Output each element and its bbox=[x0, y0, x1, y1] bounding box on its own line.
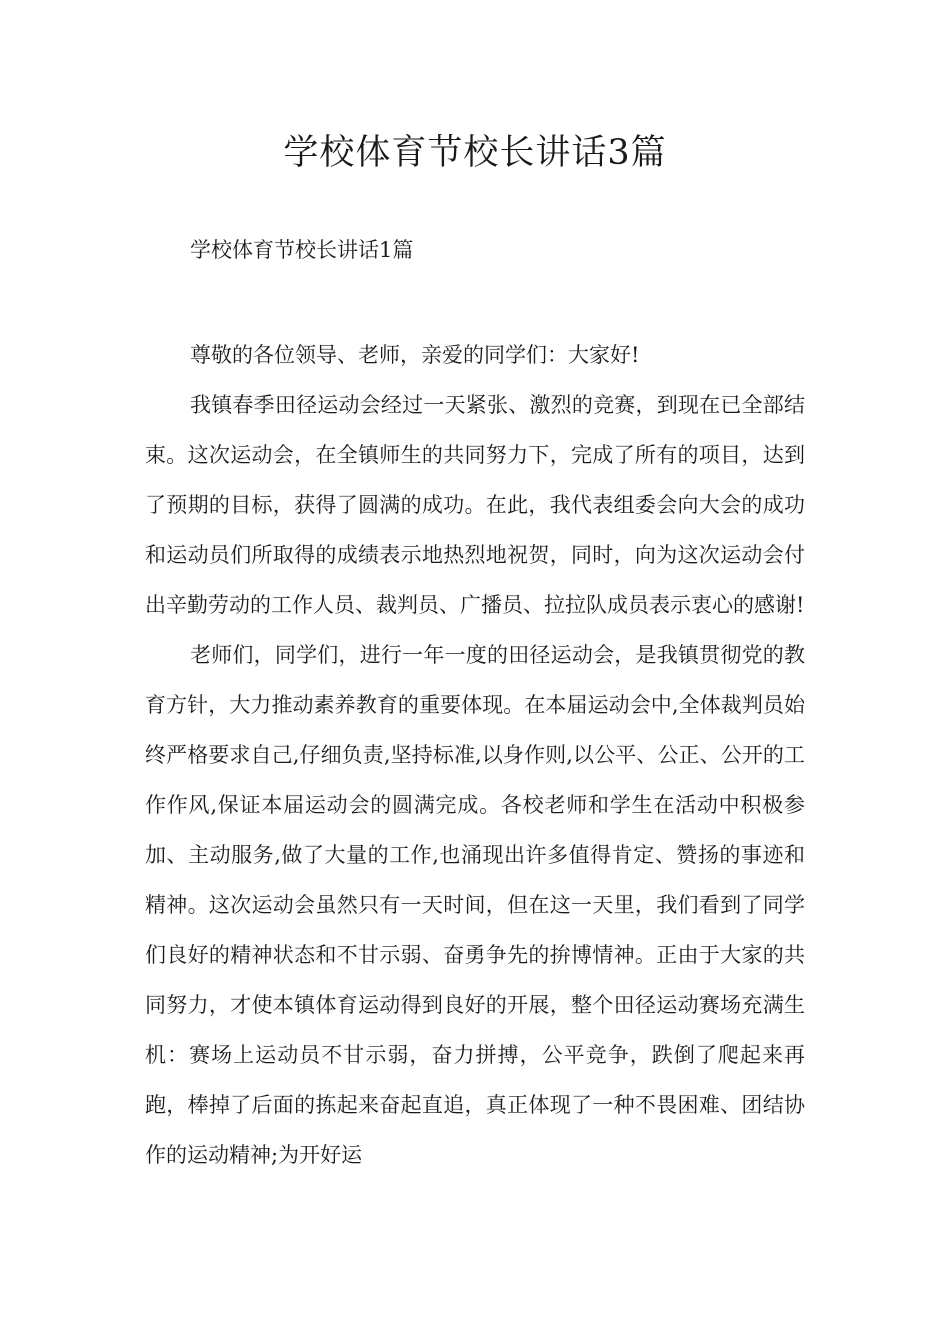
paragraph-2: 老师们，同学们，进行一年一度的田径运动会，是我镇贯彻党的教育方针，大力推动素养教育的重要体现。在本届运动会中,全体裁判员始终严格要求自己,仔细负责,坚持标准,以身作则,以公平、公正、公开的工作作风,保证本届运动会的圆满完成。各校老师和学生在活动中积极参加、主动服务,做了大量的工作,也涌现出许多值得肯定、赞扬的事迹和精神。这次运动会虽然只有一天时间，但在这一天里，我们看到了同学们良好的精神状态和不甘示弱、奋勇争先的拚博情神。正由于大家的共同努力，才使本镇体育运动得到良好的开展，整个田径运动赛场充满生机：赛场上运动员不甘示弱，奋力拼搏，公平竞争，跌倒了爬起来再跑，棒掉了后面的拣起来奋起直追，真正体现了一种不畏困难、团结协作的运动精神;为开好运 bbox=[145, 643, 805, 1167]
document-body bbox=[145, 330, 805, 1180]
paragraph-1: 我镇春季田径运动会经过一天紧张、激烈的竞赛，到现在已全部结束。这次运动会，在全镇师生的共同努力下，完成了所有的项目，达到了预期的目标，获得了圆满的成功。在此，我代表组委会向大会的成功和运动员们所取得的成绩表示地热烈地祝贺，同时，向为这次运动会付出辛勤劳动的工作人员、裁判员、广播员、拉拉队成员表示衷心的感谢! bbox=[145, 393, 805, 617]
section-subtitle: 学校体育节校长讲话1篇 bbox=[190, 238, 414, 262]
document-title: 学校体育节校长讲话3篇 bbox=[283, 133, 667, 173]
paragraph-greeting: 尊敬的各位领导、老师，亲爱的同学们：大家好! bbox=[190, 343, 640, 367]
